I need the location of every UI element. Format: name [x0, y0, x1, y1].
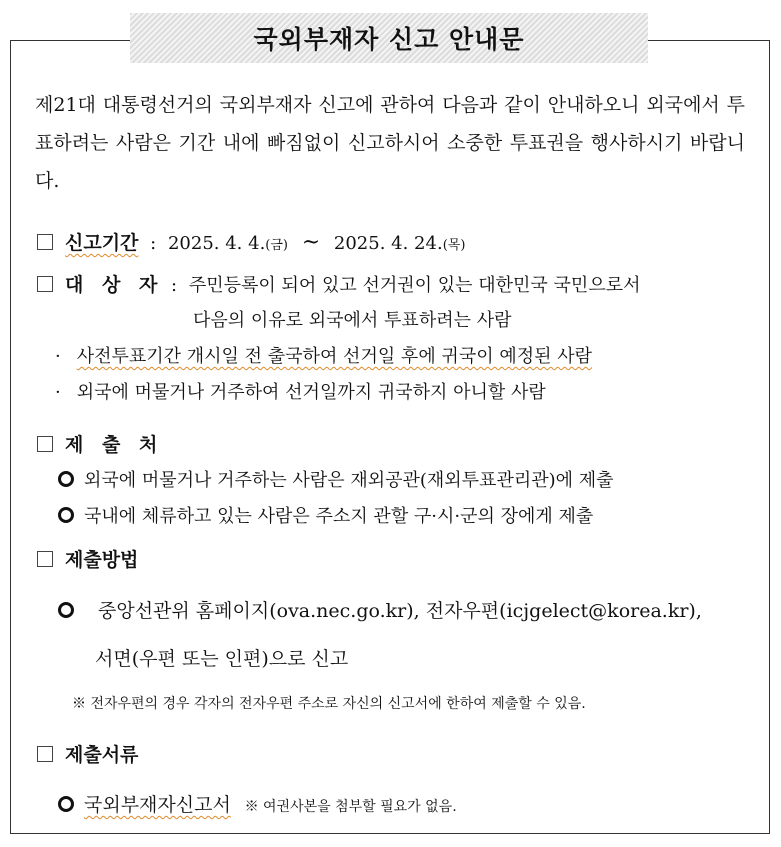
method-note: ※ 전자우편의 경우 각자의 전자우편 주소로 자신의 신고서에 한하여 제출할 수 있음.	[72, 696, 586, 712]
list-item	[58, 596, 702, 623]
circle-bullet-icon	[58, 602, 74, 618]
bullet-icon: ·	[55, 346, 61, 367]
period-row	[37, 228, 465, 255]
checkbox-icon	[37, 746, 53, 762]
target-label: 대 상 자	[65, 274, 164, 296]
target-sep: :	[171, 275, 178, 296]
submit-to-item-2: 국내에 체류하고 있는 사람은 주소지 관할 구·시·군의 장에게 제출	[84, 506, 594, 527]
method-line2: 서면(우편 또는 인편)으로 신고	[95, 648, 349, 670]
submit-to-row	[37, 430, 163, 457]
target-item-2: 외국에 머물거나 거주하여 선거일까지 귀국하지 아니할 사람	[76, 382, 546, 403]
checkbox-icon	[37, 551, 53, 567]
period-sep: :	[150, 233, 157, 254]
list-item	[58, 502, 593, 528]
list-item	[58, 790, 457, 817]
intro-paragraph: 제21대 대통령선거의 국외부재자 신고에 관하여 다음과 같이 안내하오니 외국에서 투표하려는 사람은 기간 내에 빠짐없이 신고하시어 소중한 투표권을 행사하시기 바랍니다.	[35, 94, 745, 192]
documents-label: 제출서류	[65, 744, 139, 766]
list-item	[58, 466, 614, 492]
method-label: 제출방법	[65, 549, 139, 571]
target-row	[37, 270, 640, 297]
target-line1: 주민등록이 되어 있고 선거권이 있는 대한민국 국민으로서	[188, 275, 641, 296]
title-banner	[130, 13, 648, 63]
documents-item: 국외부재자신고서	[84, 794, 231, 816]
documents-note: ※ 여권사본을 첨부할 필요가 없음.	[244, 799, 457, 815]
checkbox-icon	[37, 436, 53, 452]
method-line1: 중앙선관위 홈페이지(ova.nec.go.kr), 전자우편(icjgelect@korea.kr),	[98, 600, 702, 622]
circle-bullet-icon	[58, 507, 74, 523]
submit-to-label: 제 출 처	[65, 434, 164, 456]
checkbox-icon	[37, 234, 53, 250]
documents-row	[37, 740, 138, 767]
checkbox-icon	[37, 276, 53, 292]
period-start: 2025. 4. 4.	[167, 233, 266, 254]
circle-bullet-icon	[58, 796, 74, 812]
period-end-day: (목)	[442, 238, 466, 253]
period-end: 2025. 4. 24.	[333, 233, 443, 254]
bullet-icon: ·	[55, 382, 61, 403]
period-start-day: (금)	[265, 238, 288, 253]
circle-bullet-icon	[58, 471, 74, 487]
method-row	[37, 545, 138, 572]
target-item-1: 사전투표기간 개시일 전 출국하여 선거일 후에 귀국이 예정된 사람	[76, 346, 592, 367]
target-line2: 다음의 이유로 외국에서 투표하려는 사람	[193, 310, 512, 331]
list-item	[55, 342, 592, 368]
page-title: 국외부재자 신고 안내문	[253, 25, 525, 54]
period-label: 신고기간	[65, 232, 139, 254]
submit-to-item-1: 외국에 머물거나 거주하는 사람은 재외공관(재외투표관리관)에 제출	[84, 470, 614, 491]
list-item	[55, 378, 546, 404]
period-tilde: ~	[301, 230, 321, 255]
